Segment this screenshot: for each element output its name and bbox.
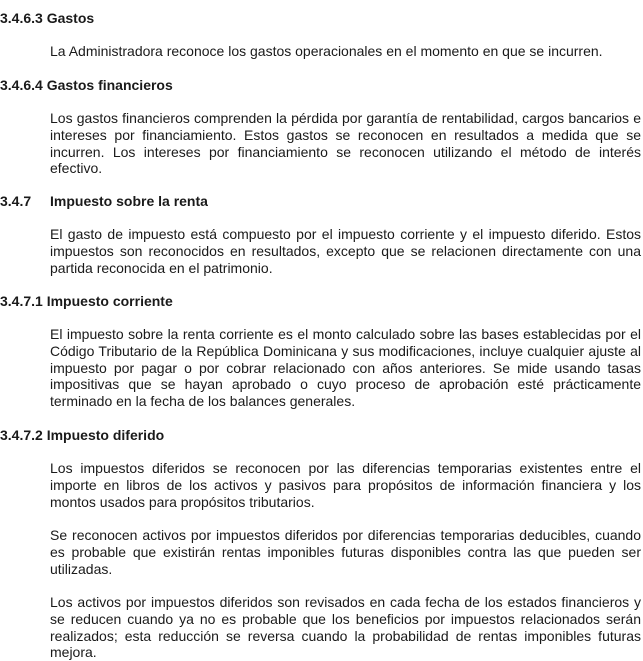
paragraph: El impuesto sobre la renta corriente es el monto calculado sobre las bases establecidas por el Código Tributario de la República Dominicana y sus modificaciones, incluye cualquier ajuste al impuesto por pagar o por cobrar relacionado con años anteriores. Se mide usando tasas impositivas que se hayan aprobado o cuyo proceso de aprobación esté prácticamente terminado en la fecha de los balances generales. (50, 326, 641, 410)
section-heading-3-4-6-4 (0, 77, 173, 94)
section-number: 3.4.7.2 (0, 427, 43, 443)
section-title: Gastos (46, 10, 95, 26)
section-title: Impuesto diferido (46, 427, 165, 443)
section-number: 3.4.7 (0, 193, 32, 209)
section-number: 3.4.7.1 (0, 293, 43, 309)
paragraph: Se reconocen activos por impuestos diferidos por diferencias temporarias deducibles, cuando es probable que existirán rentas imponibles futuras disponibles contra las que pueden ser utilizadas. (50, 527, 641, 577)
paragraph: Los activos por impuestos diferidos son revisados en cada fecha de los estados financieros y se reducen cuando ya no es probable que los beneficios por impuestos relacionados serán realizados; esta reducción se reversa cuando la probabilidad de rentas imponibles futuras mejora. (50, 594, 641, 661)
section-title: Impuesto corriente (46, 293, 173, 309)
paragraph: Los gastos financieros comprenden la pérdida por garantía de rentabilidad, cargos bancarios e intereses por financiamiento. Estos gastos se reconocen en resultados a medida que se incurren. Los intereses por financiamiento se reconocen utilizando el método de interés efectivo. (50, 110, 641, 177)
paragraph: El gasto de impuesto está compuesto por el impuesto corriente y el impuesto diferido. Estos impuestos son reconocidos en resultados, excepto que se relacionen directamente con una partida reconocida en el patrimonio. (50, 226, 641, 276)
section-title: Impuesto sobre la renta (50, 193, 208, 209)
section-heading-3-4-7-2 (0, 427, 164, 444)
section-heading-3-4-7-1 (0, 293, 173, 310)
section-number: 3.4.6.4 (0, 77, 43, 93)
section-heading-3-4-7 (0, 193, 208, 210)
section-heading-3-4-6-3 (0, 10, 94, 27)
section-number: 3.4.6.3 (0, 10, 43, 26)
section-title: Gastos financieros (46, 77, 173, 93)
paragraph: Los impuestos diferidos se reconocen por las diferencias temporarias existentes entre el importe en libros de los activos y pasivos para propósitos de información financiera y los montos usados para propósitos tributarios. (50, 460, 641, 510)
paragraph: La Administradora reconoce los gastos operacionales en el momento en que se incurren. (50, 43, 603, 59)
